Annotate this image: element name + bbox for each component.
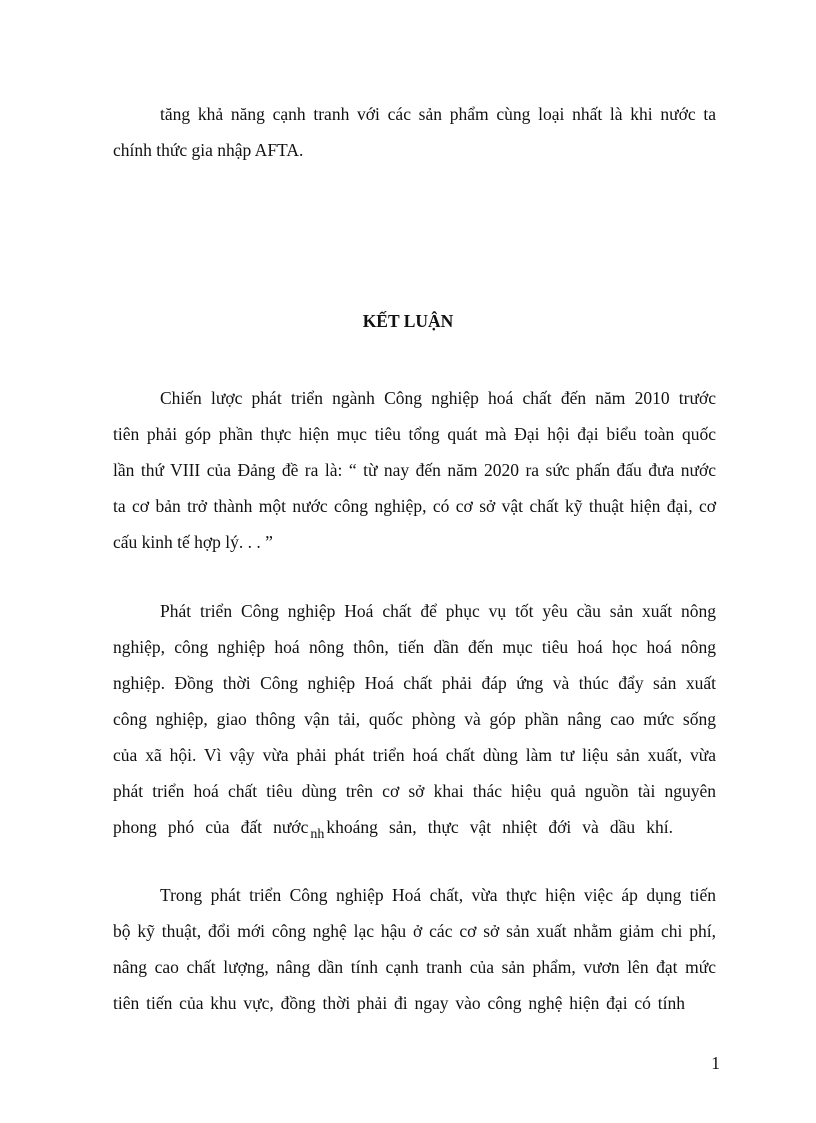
section-heading: KẾT LUẬN [362,311,454,331]
last-line-before: phong phó của đất nước [113,817,309,837]
paragraph-2-line: nghiệp. Đồng thời Công nghiệp Hoá chất phải đáp ứng và thúc đẩy sản xuất [113,673,716,693]
page-number: 1 [711,1053,720,1073]
paragraph-1-line: Chiến lược phát triển ngành Công nghiệp hoá chất đến năm 2010 trước [160,388,716,408]
paragraph-3-line: nâng cao chất lượng, nâng dần tính cạnh tranh của sản phẩm, vươn lên đạt mức [113,957,716,977]
paragraph-1-line: cấu kinh tế hợp lý. . . ” [113,532,273,552]
paragraph-3-line: tiên tiến của khu vực, đồng thời phải đi ngay vào công nghệ hiện đại có tính [113,993,685,1013]
paragraph-2-line: của xã hội. Vì vậy vừa phải phát triển hoá chất dùng làm tư liệu sản xuất, vừa [113,745,716,765]
paragraph-3-line: bộ kỹ thuật, đổi mới công nghệ lạc hậu ở các cơ sở sản xuất nhằm giảm chi phí, [113,921,716,941]
paragraph-2-line: Phát triển Công nghiệp Hoá chất để phục vụ tốt yêu cầu sản xuất nông [160,601,716,621]
paragraph-2-line: phát triển hoá chất tiêu dùng trên cơ sở khai thác hiệu quả nguồn tài nguyên [113,781,716,801]
paragraph-2-line: công nghiệp, giao thông vận tải, quốc phòng và góp phần nâng cao mức sống [113,709,716,729]
paragraph-2-line: nghiệp, công nghiệp hoá nông thôn, tiến dần đến mục tiêu hoá học hoá nông [113,637,716,657]
paragraph-3-line: Trong phát triển Công nghiệp Hoá chất, vừa thực hiện việc áp dụng tiến [160,885,716,905]
paragraph-1-line: ta cơ bản trở thành một nước công nghiệp, có cơ sở vật chất kỹ thuật hiện đại, cơ [113,496,716,516]
last-line-after: khoáng sản, thực vật nhiệt đới và dầu khí. [326,817,674,837]
stray-subscript: nh [310,827,325,842]
paragraph-2-last-line [113,816,673,841]
paragraph-1-line: tiên phải góp phần thực hiện mục tiêu tổng quát mà Đại hội đại biểu toàn quốc [113,424,716,444]
intro-line-1: tăng khả năng cạnh tranh với các sản phẩm cùng loại nhất là khi nước ta [160,104,716,124]
intro-line-2: chính thức gia nhập AFTA. [113,140,304,160]
paragraph-1-line: lần thứ VIII của Đảng đề ra là: “ từ nay đến năm 2020 ra sức phấn đấu đưa nước [113,460,716,480]
